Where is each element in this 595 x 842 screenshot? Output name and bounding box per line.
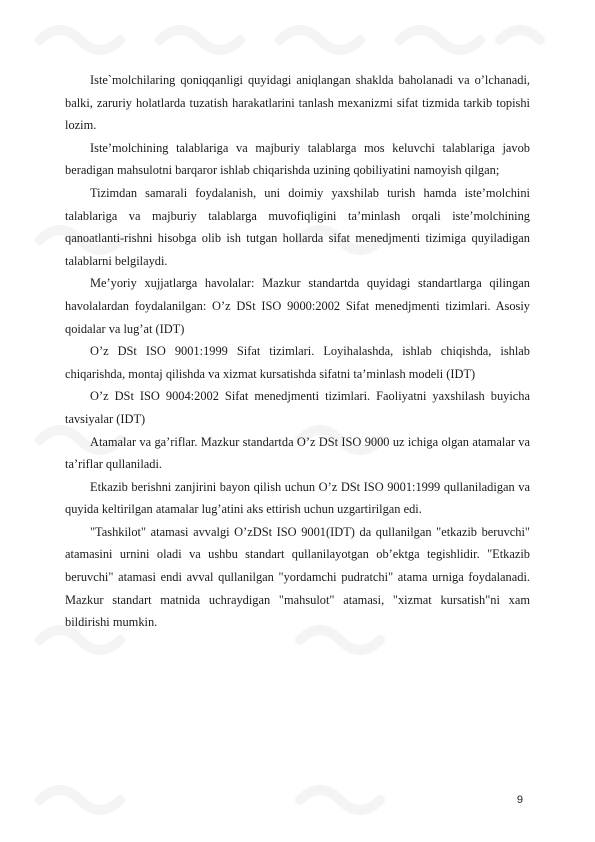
paragraph: Atamalar va ga’riflar. Mazkur standartda O’z DSt ISO 9000 uz ichiga olgan atamalar va ta’riflar qullaniladi.: [65, 434, 530, 472]
paragraph: Me’yoriy xujjatlarga havolalar: Mazkur standartda quyidagi standartlarga qilingan havolalardan foydalanilgan: O’z DSt ISO 9000:2002 Sifat menedjmenti tizimlari. Asosiy qoidalar va lug’at (IDT): [65, 276, 530, 336]
paragraph: Iste’molchining talablariga va majburiy talablarga mos keluvchi talablariga javob beradigan mahsulotni barqaror ishlab chiqarishda uzining qobiliyatini namoyish qilgan;: [65, 140, 530, 178]
paragraph: O’z DSt ISO 9004:2002 Sifat menedjmenti tizimlari. Faoliyatni yaxshilash buyicha tavsiyalar (IDT): [65, 389, 530, 426]
paragraph: Etkazib berishni zanjirini bayon qilish uchun O’z DSt ISO 9001:1999 qullaniladigan va quyida keltirilgan atamalar lug’atini aks ettirish uchun uzgartirilgan edi.: [65, 479, 530, 517]
paragraph: "Tashkilot" atamasi avvalgi O’zDSt ISO 9001(IDT) da qullanilgan "etkazib beruvchi" atamasini urnini oladi va ushbu standart qullanilayotgan ob’ektga tegishlidir. "Etkazib beruvchi" atamasi endi avval qullanilgan "yordamchi pudratchi" atama urniga foydalanadi. Mazkur standart matnida uchraydigan "mahsulot" atamasi, "xizmat kursatish"ni xam bildirishi mumkin.: [65, 524, 530, 630]
paragraph: Iste`molchilaring qoniqqanligi quyidagi aniqlangan shaklda baholanadi va o’lchanadi, balki, zaruriy holatlarda tuzatish harakatlarini tanlash mexanizmi sifat tizmida tarkib topishi lozim.: [65, 73, 530, 133]
paragraph: O’z DSt ISO 9001:1999 Sifat tizimlari. Loyihalashda, ishlab chiqishda, ishlab chiqarishda, montaj qilishda va xizmat kursatishda sifatni ta’minlash modeli (IDT): [65, 344, 530, 381]
paragraph: Tizimdan samarali foydalanish, uni doimiy yaxshilab turish hamda iste’molchini talablariga va majburiy talablarga muvofiqligini ta’minlash orqali iste’molchining qanoatlanti-rishni hisobga olib ish tutgan hollarda sifat menedjmenti tizimiga quyiladigan talablarni belgilaydi.: [65, 185, 530, 268]
document-body: [65, 69, 530, 634]
page-number: 9: [516, 794, 523, 806]
